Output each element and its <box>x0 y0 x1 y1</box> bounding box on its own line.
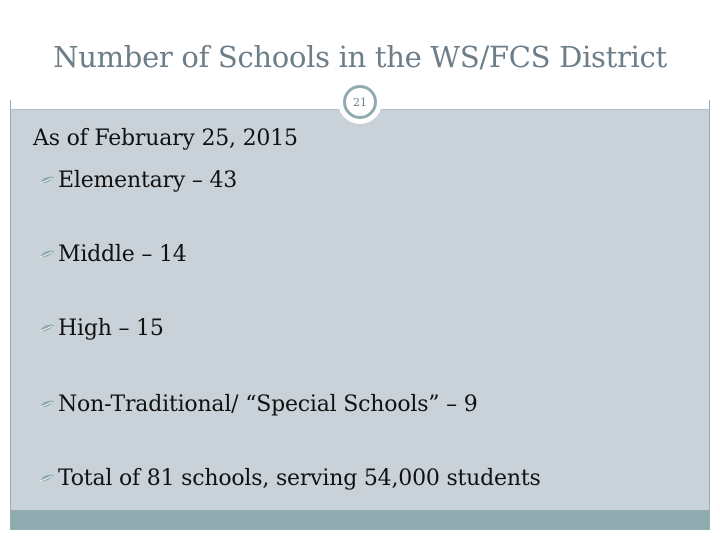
leaf-bullet-icon <box>38 398 56 412</box>
bullet-text: Non-Traditional/ “Special Schools” – 9 <box>58 392 478 417</box>
page-number: 21 <box>353 95 367 109</box>
bottom-accent-band <box>11 510 709 529</box>
bullet-text: Elementary – 43 <box>58 168 238 193</box>
leaf-bullet-icon <box>38 174 56 188</box>
leaf-bullet-icon <box>38 248 56 262</box>
bullet-item-high <box>38 316 164 341</box>
bullet-text: Total of 81 schools, serving 54,000 students <box>58 466 541 491</box>
bullet-item-total <box>38 466 541 491</box>
page-number-badge <box>338 80 382 124</box>
as-of-date: As of February 25, 2015 <box>33 126 298 151</box>
bullet-item-non-traditional <box>38 392 478 417</box>
bullet-item-middle <box>38 242 187 267</box>
bullet-item-elementary <box>38 168 237 193</box>
leaf-bullet-icon <box>38 322 56 336</box>
leaf-bullet-icon <box>38 472 56 486</box>
page-number-ring <box>343 85 377 119</box>
slide-title: Number of Schools in the WS/FCS District <box>53 40 667 74</box>
bullet-text: Middle – 14 <box>58 242 187 267</box>
bullet-text: High – 15 <box>58 316 164 341</box>
